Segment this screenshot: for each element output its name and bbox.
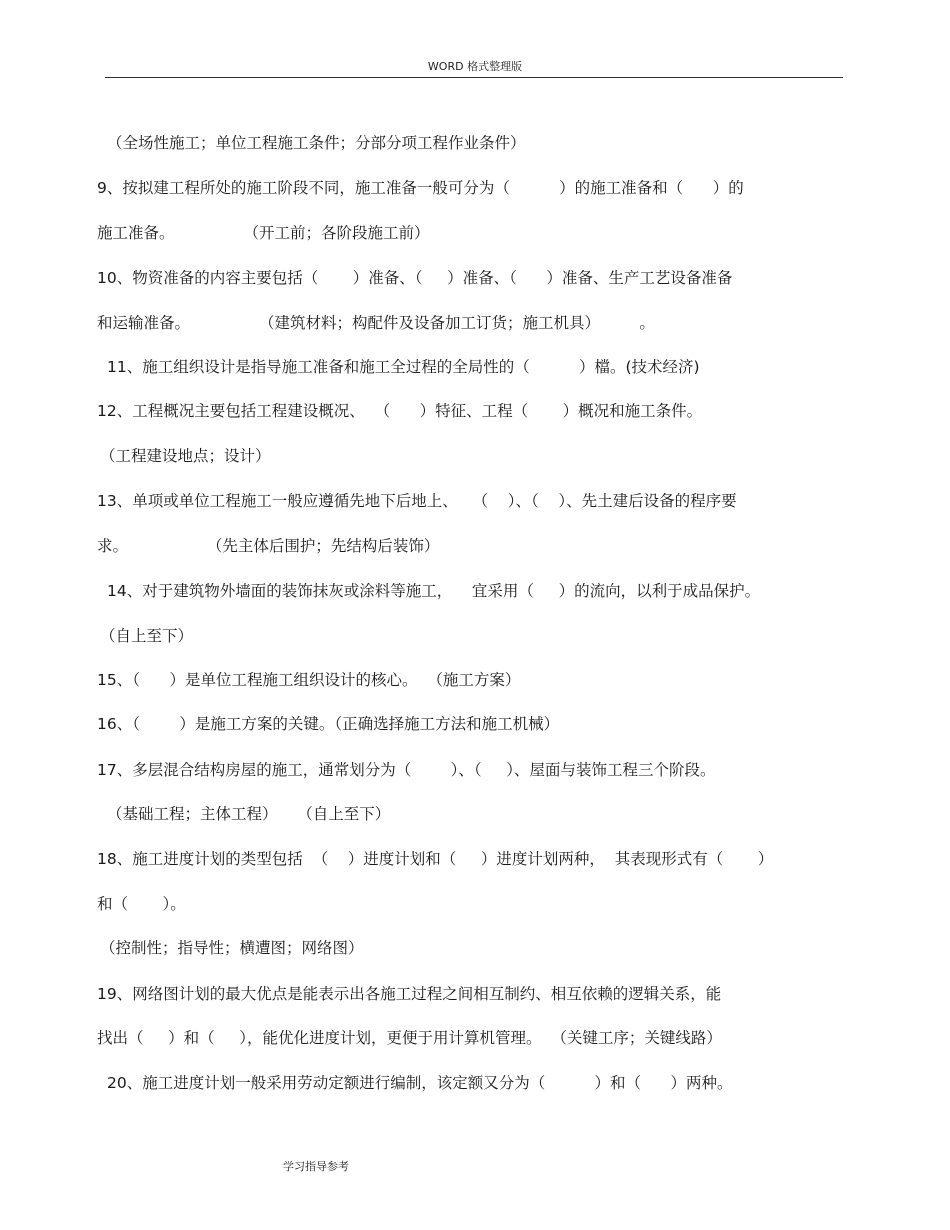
text-line: 13、单项或单位工程施工一般应遵循先地下后地上、 （ ）、（ ）、先土建后设备的程序要: [97, 492, 737, 510]
text-line: 和（ ）。: [97, 895, 186, 913]
text-line: 施工准备。 （开工前；各阶段施工前）: [97, 224, 430, 242]
text-line: 16、（ ）是施工方案的关键。（正确选择施工方法和施工机械）: [97, 715, 560, 733]
text-line: 9、按拟建工程所处的施工阶段不同，施工准备一般可分为（ ）的施工准备和（ ）的: [97, 179, 744, 197]
text-line: （基础工程；主体工程） （自上至下）: [107, 805, 391, 823]
text-line: （全场性施工；单位工程施工条件；分部分项工程作业条件）: [107, 134, 526, 152]
text-line: 12、工程概况主要包括工程建设概况、 （ ）特征、工程（ ）概况和施工条件。: [97, 402, 703, 420]
text-line: 14、对于建筑物外墙面的装饰抹灰或涂料等施工， 宜采用（ ）的流向，以利于成品保护。: [107, 582, 761, 600]
text-line: （控制性；指导性；横遭图；网络图）: [100, 939, 364, 957]
text-line: 20、施工进度计划一般采用劳动定额进行编制，该定额又分为（ ）和（ ）两种。: [107, 1074, 733, 1092]
page-header: WORD 格式整理版: [427, 60, 523, 73]
text-line: 找出（ ）和（ ），能优化进度计划，更便于用计算机管理。 （关键工序；关键线路）: [97, 1029, 722, 1047]
text-line: 19、网络图计划的最大优点是能表示出各施工过程之间相互制约、相互依赖的逻辑关系，能: [97, 985, 722, 1003]
page-footer: 学习指导参考: [283, 1160, 349, 1173]
text-line: 15、（ ）是单位工程施工组织设计的核心。 （施工方案）: [97, 671, 521, 689]
text-line: （自上至下）: [100, 627, 194, 645]
text-line: （工程建设地点；设计）: [100, 447, 271, 465]
text-line: 17、多层混合结构房屋的施工，通常划分为（ ）、（ ）、屋面与装饰工程三个阶段。: [97, 761, 716, 779]
text-line: 求。 （先主体后围护；先结构后装饰）: [97, 537, 440, 555]
text-line: 10、物资准备的内容主要包括（ ）准备、（ ）准备、（ ）准备、生产工艺设备准备: [97, 269, 733, 287]
text-line: 18、施工进度计划的类型包括 （ ）进度计划和（ ）进度计划两种， 其表现形式有（ ）: [97, 850, 774, 868]
header-rule: [105, 77, 843, 78]
text-line: 和运输准备。 （建筑材料；构配件及设备加工订货；施工机具） 。: [97, 314, 655, 332]
text-line: 11、施工组织设计是指导施工准备和施工全过程的全局性的（ ）檔。(技术经济): [107, 358, 700, 376]
